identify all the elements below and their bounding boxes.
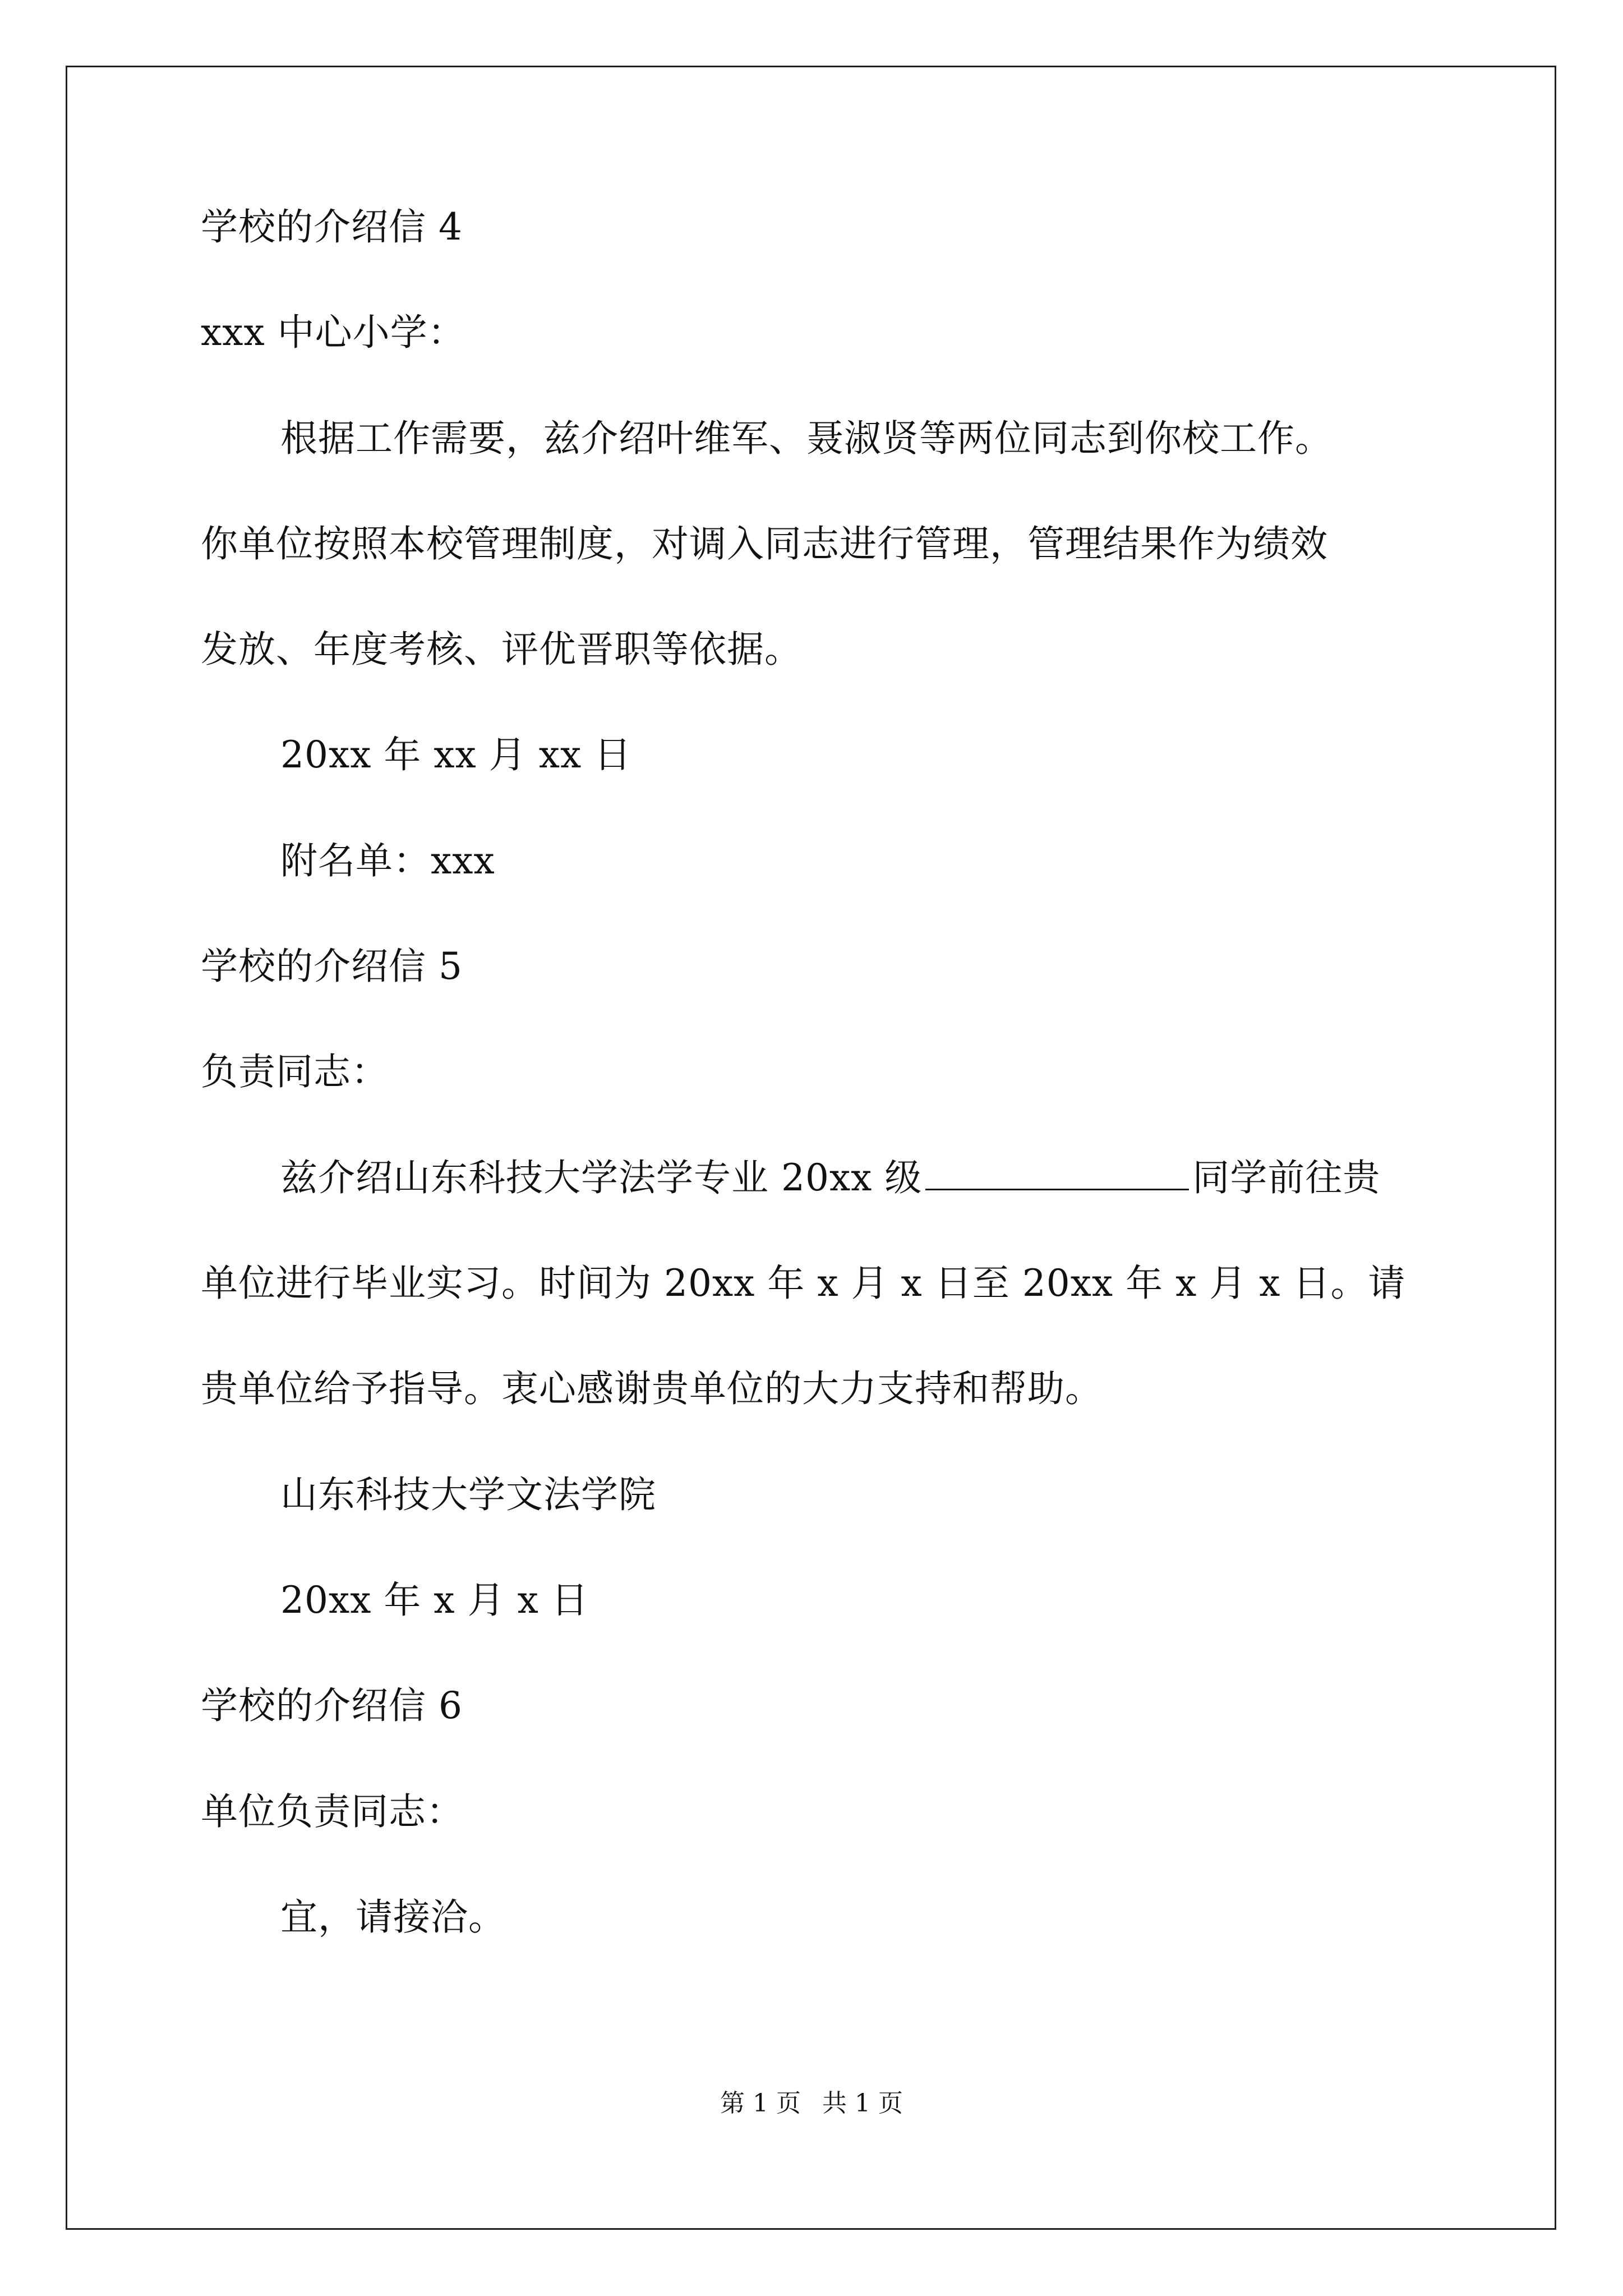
page-number: 第 1 页 — [720, 2089, 801, 2118]
paragraph-line — [280, 1153, 1380, 1203]
paragraph-line: 单位进行毕业实习。时间为 20xx 年 x 月 x 日至 20xx 年 x 月 x 日。请 — [201, 1262, 1406, 1305]
paragraph-line: 根据工作需要，兹介绍叶维军、聂淑贤等两位同志到你校工作。 — [280, 417, 1332, 460]
paragraph-line: 发放、年度考核、评优晋职等依据。 — [201, 628, 802, 671]
heading-letter-6: 学校的介绍信 6 — [201, 1684, 463, 1727]
date-line: 20xx 年 xx 月 xx 日 — [280, 733, 632, 776]
heading-letter-5: 学校的介绍信 5 — [201, 945, 463, 988]
paragraph-text: 兹介绍山东科技大学法学专业 20xx 级 — [280, 1156, 923, 1199]
heading-letter-4: 学校的介绍信 4 — [201, 205, 463, 249]
signature-org: 山东科技大学文法学院 — [280, 1473, 656, 1516]
date-line: 20xx 年 x 月 x 日 — [280, 1579, 589, 1622]
paragraph-line: 宜，请接洽。 — [280, 1895, 506, 1939]
salutation: xxx 中心小学： — [201, 311, 465, 354]
paragraph-line: 你单位按照本校管理制度，对调入同志进行管理，管理结果作为绩效 — [201, 522, 1328, 565]
paragraph-line: 贵单位给予指导。衷心感谢贵单位的大力支持和帮助。 — [201, 1367, 1103, 1410]
fill-in-blank — [925, 1155, 1189, 1190]
attachment-list: 附名单：xxx — [280, 839, 495, 882]
paragraph-text: 同学前往贵 — [1192, 1156, 1381, 1199]
page-total: 共 1 页 — [822, 2089, 903, 2118]
page-footer — [0, 2087, 1623, 2120]
salutation: 负责同志： — [201, 1050, 389, 1093]
salutation: 单位负责同志： — [201, 1790, 464, 1833]
